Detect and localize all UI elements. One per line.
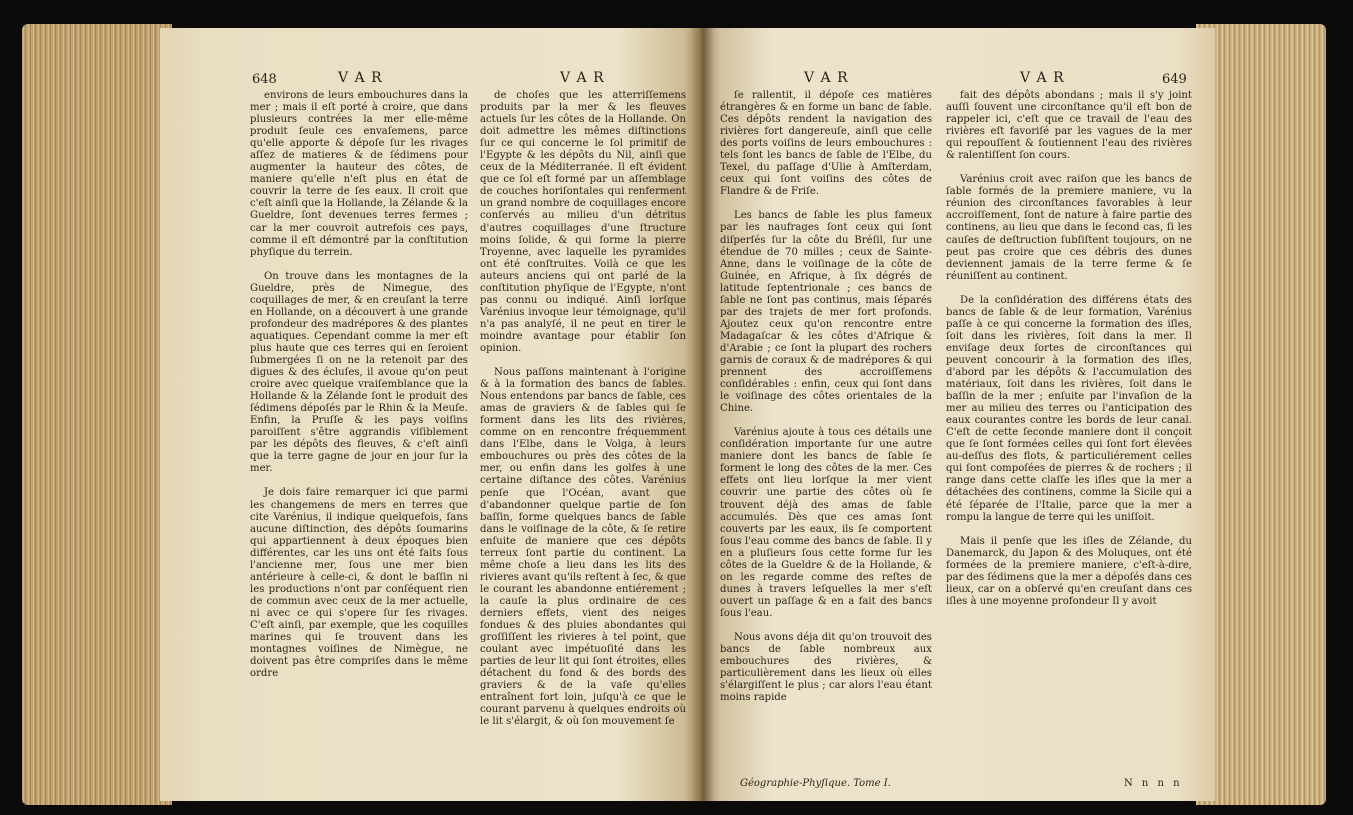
paragraph: de choſes que les atterriſſemens produits par la mer & les fleuves actuels ſur les côtes de la Hollande. On doit admettre les mêmes diſtinctions ſur ce qui concerne le ſol primitif de l'Egypte & les dépôts du Nil, ainſi que ceux de la Méditerranée. Il eſt évident que ce ſol eſt formé par un aſſemblage de couches horiſontales qui renferment un grand nombre de coquillages encore conſervés au milieu d'un détritus d'autres coquillages d'une ſtructure moins ſolide, & qui forme la pierre Troyenne, avec laquelle les pyramides ont été conſtruites. Voilà ce que les auteurs anciens qui ont parlé de la conſtitution phyſique de l'Egypte, n'ont pas connu ou indiqué. Ainſi lorſque Varénius invoque leur témoignage, qu'il n'a pas analyſé, il ne peut en tirer le moindre avantage pour établir ſon opinion. <box>480 90 686 354</box>
paragraph: De la conſidération des différens états des bancs de ſable & de leur formation, Varénius paſſe à ce qui concerne la formation des iſles, ſoit dans les rivières, ſoit dans la mer. Il enviſage deux ſortes de circonſtances qui peuvent concourir à la formation des iſles, d'abord par les dépôts & l'accumulation des matériaux, ſoit dans les rivières, ſoit dans le baſſin de la mer ; enſuite par l'invaſion de la mer au milieu des terres ou l'anticipation des eaux courantes contre les bords de leur canal. C'eſt de cette ſeconde maniere dont il conçoit que ſe ſont formées celles qui ſont fort élevées au-deſſus des flots, & particuliérement celles qui ſont compoſées de pierres & de rochers ; il range dans cette claſſe les iſles que la mer a détachées des continens, comme la Sicile qui a été ſéparée de l'Italie, parce que la mer a rompu la langue de terre qui les uniſſoit. <box>946 294 1192 523</box>
right-page-column-1 <box>720 90 932 716</box>
right-page-column-2 <box>946 90 1192 620</box>
paragraph: fait des dépôts abondans ; mais il s'y joint auſſi ſouvent une circonſtance qu'il eſt bon de rappeler ici, c'eſt que ce travail de l'eau des rivières eſt favoriſé par les vagues de la mer qui repouſſent & ſoutiennent l'eau des rivières & ralentiſſent ſon cours. <box>946 90 1192 162</box>
left-page-column-2 <box>480 90 686 740</box>
right-page-edges <box>1196 24 1326 805</box>
left-page-edges <box>22 24 172 805</box>
right-page-header-right: V A R <box>1020 70 1065 86</box>
signature-line: Géographie-Phyſique. Tome I. <box>740 778 891 789</box>
paragraph: environs de leurs embouchures dans la mer ; mais il eſt porté à croire, que dans plusieurs contrées la mer elle-même produit ſeule ces envaſemens, parce qu'elle apporte & dépoſe ſur les rivages aſſez de matieres & de ſédimens pour augmenter la hauteur des côtes, de maniere qu'elle n'eſt plus en état de couvrir la terre de ſes eaux. Il croit que c'eſt ainſi que la Hollande, la Zélande & la Gueldre, ſont devenues terres fermes ; car la mer couvroit autrefois ces pays, comme il eſt démontré par la conſtitution phyſique du terrein. <box>250 90 468 258</box>
right-page <box>700 28 1215 801</box>
paragraph: Nous paſſons maintenant à l'origine & à la formation des bancs de ſables. Nous entendons par bancs de ſable, ces amas de graviers & de ſables qui ſe forment dans les lits des rivières, comme on en rencontre fréquemment dans l'Elbe, dans le Volga, à leurs embouchures ou près des côtes de la mer, ou enfin dans les golfes à une certaine diſtance des côtes. Varénius penſe que l'Océan, avant que d'abandonner quelque partie de ſon baſſin, forme quelques bancs de ſable dans le voiſinage de la côte, & ſe retire enſuite de maniere que ces dépôts terreux ſont partie du continent. La même choſe a lieu dans les lits des rivieres avant qu'ils reſtent à ſec, & que le courant les abandonne entiérement ; la cauſe la plus ordinaire de ces derniers effets, vient des neiges fondues & des pluies abondantes qui groſſiſſent les rivieres à tel point, que coulant avec impétuoſité dans les parties de leur lit qui ſont étroites, elles détachent du fond & des bords des graviers & de la vaſe qu'elles entraînent fort loin, juſqu'à ce que le courant parvenu à quelques endroits où le lit s'élargit, & où ſon mouvement ſe <box>480 367 686 728</box>
left-page-number: 648 <box>252 72 277 87</box>
left-page-header: V A R <box>338 70 383 86</box>
left-page-header-right: V A R <box>560 70 605 86</box>
signature-mark: N n n n <box>1124 778 1183 789</box>
paragraph: Nous avons déja dit qu'on trouvoit des bancs de ſable nombreux aux embouchures des rivières, & particulièrement dans les lieux où elles s'élargiſſent le plus ; car alors l'eau étant moins rapide <box>720 631 932 704</box>
paragraph: Les bancs de ſable les plus fameux par les naufrages ſont ceux qui ſont diſperſés ſur la côte du Bréſil, ſur une étendue de 70 milles ; ceux de Sainte-Anne, dans le voiſinage de la côte de Guinée, en Afrique, à ſix dégrés de latitude ſeptentrionale ; ces bancs de ſable ne ſont pas continus, mais ſéparés par des trajets de mer fort profonds. Ajoutez ceux qu'on rencontre entre Madagaſcar & les côtes d'Afrique & d'Arabie ; ce ſont la plupart des rochers garnis de coraux & de madrépores & qui prennent des accroiſſemens conſidérables : enfin, ceux qui ſont dans le voiſinage des côtes orientales de la Chine. <box>720 210 932 415</box>
right-page-number: 649 <box>1162 72 1187 87</box>
paragraph: Varénius ajoute à tous ces détails une conſidération importante ſur une autre maniere dont les bancs de ſable ſe forment le long des côtes de la mer. Ces effets ont lieu lorſque la mer vient couvrir une partie des côtes où ſe trouvent déjà des amas de ſable accumulés. Dès que ces amas ſont couverts par les eaux, ils ſe comportent ſous l'eau comme des bancs de ſable. Il y en a pluſieurs ſous cette forme ſur les côtes de la Gueldre & de la Hollande, & on les regarde comme des reſtes de dunes à travers leſquelles la mer s'eſt ouvert un paſſage & en a fait des bancs ſous l'eau. <box>720 427 932 619</box>
paragraph: Varénius croit avec raiſon que les bancs de ſable formés de la premiere maniere, vu la réunion des circonſtances favorables à leur accroiſſement, ſont de nature à faire partie des continens, au lieu que dans le ſecond cas, ſi les cauſes de deſtruction ſubſiſtent toujours, on ne peut pas croire que ces débris des dunes deviennent jamais de la terre ferme & ſe réuniſſent au continent. <box>946 174 1192 282</box>
book-gutter <box>690 28 714 801</box>
left-page-column-1 <box>250 90 468 692</box>
paragraph: Je dois faire remarquer ici que parmi les changemens de mers en terres que cite Varénius, il indique quelquefois, ſans aucune diſtinction, des dépôts ſoumarins qui appartiennent à deux époques bien différentes, car les uns ont été faits ſous l'ancienne mer, ſous une mer bien antérieure à celle-ci, & dont le baſſin ni les productions n'ont par conſéquent rien de commun avec ceux de la mer actuelle, ni avec ce qui s'opere ſur ſes rivages. C'eſt ainſi, par exemple, que les coquilles marines qui ſe trouvent dans les montagnes voiſines de Nimègue, ne doivent pas être compriſes dans le même ordre <box>250 487 468 680</box>
paragraph: On trouve dans les montagnes de la Gueldre, près de Nimegue, des coquillages de mer, & en creuſant la terre en Hollande, on a découvert à une grande profondeur des madrépores & des plantes aquatiques. Cependant comme la mer eſt plus haute que ces terres qui en ſeroient ſubmergées ſi on ne la retenoit par des digues & des écluſes, il avoue qu'on peut croire avec quelque vraiſemblance que la Hollande & la Zélande ſont le produit des ſédimens dépoſés par le Rhin & la Meuſe. Enfin, la Pruſſe & les pays voiſins paroiſſent s'être aggrandis viſiblement par les dépôts des fleuves, & c'eſt ainſi que la terre gagne de jour en jour ſur la mer. <box>250 270 468 475</box>
paragraph: ſe rallentit, il dépoſe ces matières étrangères & en forme un banc de ſable. Ces dépôts rendent la navigation des rivières fort dangereuſe, ainſi que celle des ports voiſins de leurs embouchures : tels ſont les bancs de ſable de l'Elbe, du Texel, du paſſage d'Ulie à Amſterdam, ceux qui ſont voiſins des côtes de Flandre & de Friſe. <box>720 90 932 198</box>
right-page-header: V A R <box>804 70 849 86</box>
paragraph: Mais il penſe que les iſles de Zélande, du Danemarck, du Japon & des Moluques, ont été formées de la premiere maniere, c'eſt-à-dire, par des ſédimens que la mer a dépoſés dans ces lieux, car on a obſervé qu'en creuſant dans ces iſles à une moyenne profondeur Il y avoit <box>946 535 1192 607</box>
left-page <box>160 28 700 801</box>
